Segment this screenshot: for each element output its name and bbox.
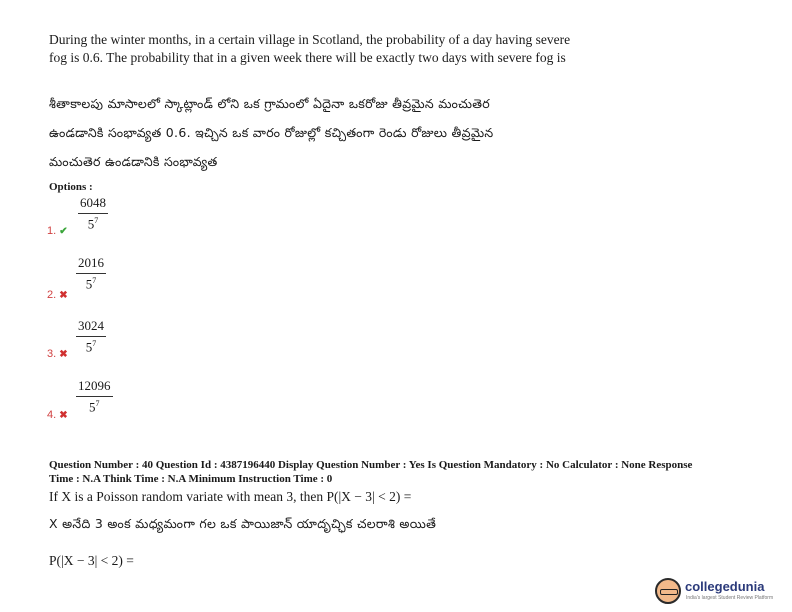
option-3-numerator: 3024 — [76, 318, 106, 337]
option-2-numerator: 2016 — [76, 255, 106, 274]
option-4[interactable] — [47, 409, 68, 421]
option-3-number: 3. — [47, 348, 57, 360]
option-4-numerator: 12096 — [76, 378, 113, 397]
cross-icon: ✖ — [59, 349, 68, 360]
check-icon: ✔ — [59, 226, 68, 237]
question-text-english-2: If X is a Poisson random variate with mean 3, then P(|X − 3| < 2) = — [49, 489, 412, 504]
option-4-fraction — [76, 378, 113, 415]
option-1-fraction — [78, 195, 108, 232]
question-text-telugu-line-1: శీతాకాలపు మాసాలలో స్కాట్లాండ్ లోని ఒక గ్రామంలో ఏదైనా ఒకరోజు తీవ్రమైన మంచుతెర — [49, 96, 490, 111]
logo-tagline: India's largest Student Review Platform — [686, 595, 774, 601]
option-3-denominator: $5^7$ — [85, 339, 97, 355]
option-3-fraction — [76, 318, 106, 355]
question-meta-line-1: Question Number : 40 Question Id : 4387196440 Display Question Number : Yes Is Question Mandatory : No Calculator : None Response — [49, 459, 693, 471]
options-label: Options : — [49, 181, 93, 193]
question-text-english: During the winter months, in a certain village in Scotland, the probability of a day having severe fog is 0.6. The probability that in a given week there will be exactly two days with severe fog is — [49, 32, 571, 65]
option-2-fraction — [76, 255, 106, 292]
option-3[interactable] — [47, 348, 68, 360]
probability-expression: P(|X − 3| < 2) = — [49, 553, 134, 568]
option-1-number: 1. — [47, 225, 57, 237]
question-meta-line-2: Time : N.A Think Time : N.A Minimum Instruction Time : 0 — [49, 473, 333, 485]
option-2-denominator: $5^7$ — [85, 276, 97, 292]
question-text-telugu-line-3: మంచుతెర ఉండడానికి సంభావ్యత — [49, 154, 218, 169]
mascot-icon — [655, 578, 681, 604]
question-text-telugu-line-2: ఉండడానికి సంభావ్యత 0.6. ఇచ్చిన ఒక వారం రోజుల్లో కచ్చితంగా రెండు రోజులు తీవ్రమైన — [49, 125, 494, 140]
cross-icon: ✖ — [59, 410, 68, 421]
option-1-denominator: $5^7$ — [87, 216, 99, 232]
collegedunia-logo — [655, 578, 785, 606]
option-1-numerator: 6048 — [78, 195, 108, 214]
logo-name: collegedunia — [685, 579, 765, 594]
question-text-telugu-2: X అనేది 3 అంక మధ్యమంగా గల ఒక పాయిజాన్ యాదృచ్ఛిక చలరాశి అయితే — [49, 516, 437, 531]
option-4-number: 4. — [47, 409, 57, 421]
cross-icon: ✖ — [59, 290, 68, 301]
option-2[interactable] — [47, 289, 68, 301]
option-1[interactable] — [47, 225, 68, 237]
option-4-denominator: $5^7$ — [89, 399, 100, 415]
option-2-number: 2. — [47, 289, 57, 301]
